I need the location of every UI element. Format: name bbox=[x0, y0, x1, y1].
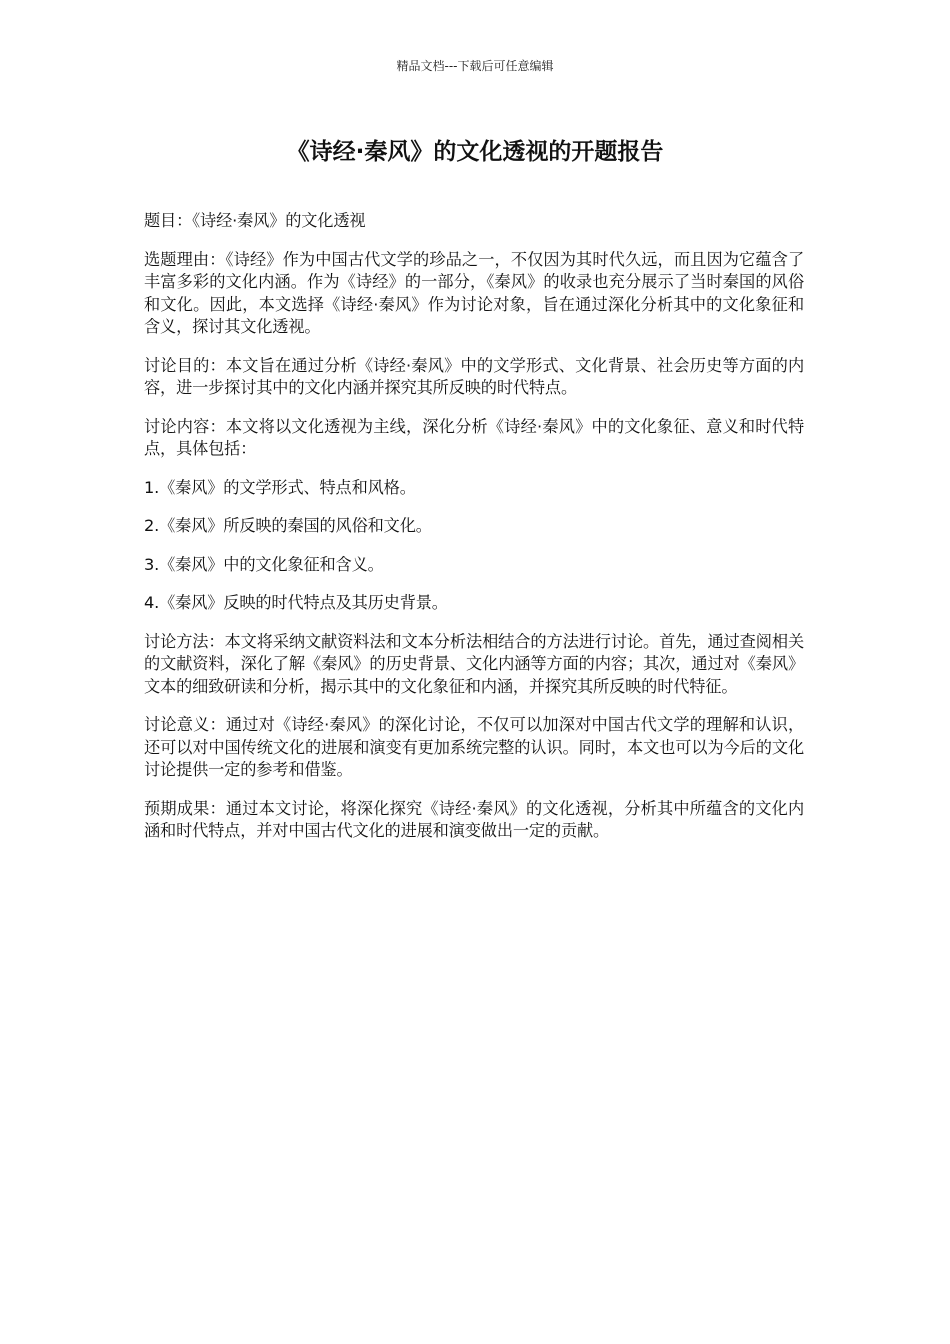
list-item: 4.《秦风》反映的时代特点及其历史背景。 bbox=[144, 593, 448, 612]
list-item: 1.《秦风》的文学形式、特点和风格。 bbox=[144, 477, 416, 497]
document-body bbox=[144, 210, 804, 859]
significance-paragraph: 讨论意义：通过对《诗经·秦风》的深化讨论，不仅可以加深对中国古代文学的理解和认识，还可以对中国传统文化的进展和演变有更加系统完整的认识。同时，本文也可以为今后的文化讨论提供一定的参考和借鉴。 bbox=[144, 715, 804, 779]
topic-paragraph: 题目：《诗经·秦风》的文化透视 bbox=[144, 211, 366, 230]
document-title: 《诗经·秦风》的文化透视的开题报告 bbox=[286, 139, 664, 165]
method-paragraph: 讨论方法：本文将采纳文献资料法和文本分析法相结合的方法进行讨论。首先，通过查阅相关的文献资料，深化了解《秦风》的历史背景、文化内涵等方面的内容；其次，通过对《秦风》文本的细致研读和分析，揭示其中的文化象征和内涵，并探究其所反映的时代特征。 bbox=[144, 631, 804, 696]
list-item: 3.《秦风》中的文化象征和含义。 bbox=[144, 554, 384, 574]
header-note: 精品文档---下载后可任意编辑 bbox=[396, 59, 554, 73]
list-item: 2.《秦风》所反映的秦国的风俗和文化。 bbox=[144, 516, 432, 535]
purpose-paragraph: 讨论目的：本文旨在通过分析《诗经·秦风》中的文学形式、文化背景、社会历史等方面的内容，进一步探讨其中的文化内涵并探究其所反映的时代特点。 bbox=[144, 355, 804, 397]
expected-results-paragraph: 预期成果：通过本文讨论，将深化探究《诗经·秦风》的文化透视，分析其中所蕴含的文化内涵和时代特点，并对中国古代文化的进展和演变做出一定的贡献。 bbox=[144, 798, 804, 840]
content-paragraph: 讨论内容：本文将以文化透视为主线，深化分析《诗经·秦风》中的文化象征、意义和时代特点，具体包括： bbox=[144, 416, 804, 458]
rationale-paragraph: 选题理由：《诗经》作为中国古代文学的珍品之一，不仅因为其时代久远，而且因为它蕴含了丰富多彩的文化内涵。作为《诗经》的一部分，《秦风》的收录也充分展示了当时秦国的风俗和文化。因此，本文选择《诗经·秦风》作为讨论对象，旨在通过深化分析其中的文化象征和含义，探讨其文化透视。 bbox=[144, 249, 804, 336]
